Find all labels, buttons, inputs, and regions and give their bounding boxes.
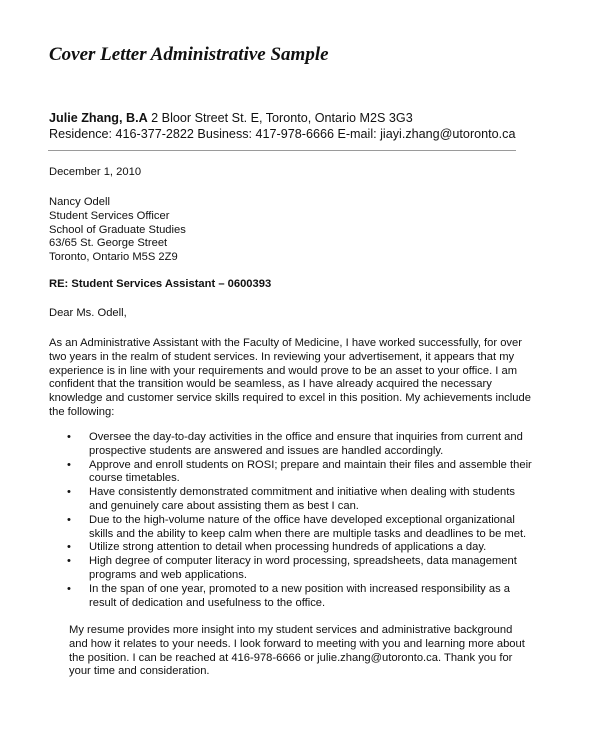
sender-name-address: [49, 111, 413, 125]
sender-name: Julie Zhang, B.A: [49, 111, 148, 125]
recipient-line: Nancy Odell: [49, 196, 110, 208]
list-item: • Utilize strong attention to detail when processing hundreds of applications a day.: [67, 541, 487, 554]
sender-address: 2 Bloor Street St. E, Toronto, Ontario M2S 3G3: [147, 111, 413, 125]
recipient-line: Toronto, Ontario M5S 2Z9: [49, 251, 178, 264]
closing-paragraph: [69, 624, 525, 679]
achievements-list: [49, 431, 569, 610]
recipient-line: 63/65 St. George Street: [49, 237, 168, 250]
paragraph-line: your time and consideration.: [69, 665, 210, 678]
recipient-line: Student Services Officer: [49, 209, 170, 222]
recipient-address: [49, 196, 186, 265]
paragraph-line: two years in the realm of student services. In reviewing your advertisement, it appears that my: [49, 350, 515, 363]
document-title: Cover Letter Administrative Sample: [49, 44, 329, 65]
paragraph-line: knowledge and customer service skills required to excel in this position. My achievements include: [49, 392, 531, 405]
intro-paragraph: [49, 337, 531, 420]
paragraph-line: the following:: [49, 405, 115, 418]
header-divider: [48, 150, 516, 151]
subject-line: RE: Student Services Assistant – 0600393: [49, 278, 272, 290]
sender-contact: Residence: 416-377-2822 Business: 417-978-6666 E-mail: jiayi.zhang@utoronto.ca: [49, 127, 516, 141]
list-item: • High degree of computer literacy in word processing, spreadsheets, data management programs and web applications.: [67, 555, 517, 581]
paragraph-line: experience is in line with your requirements and would prove to be an asset to your office. I am: [49, 364, 518, 377]
list-item: • Have consistently demonstrated commitment and initiative when dealing with students and genuinely care about assisting them as best I can.: [67, 486, 515, 512]
bullet-icon: •: [67, 582, 71, 595]
paragraph-line: the position. I can be reached at 416-978-6666 or julie.zhang@utoronto.ca. Thank you for: [69, 651, 513, 664]
bullet-icon: •: [67, 431, 71, 443]
salutation: Dear Ms. Odell,: [49, 307, 127, 319]
bullet-icon: •: [67, 541, 71, 554]
paragraph-line: confident that the transition would be seamless, as I have already acquired the necessary: [49, 378, 492, 391]
list-item: • In the span of one year, promoted to a new position with increased responsibility as a result of dedication and usefulness to the office.: [67, 582, 511, 609]
paragraph-line: As an Administrative Assistant with the Faculty of Medicine, I have worked successfully, for over: [49, 337, 522, 349]
bullet-icon: •: [67, 486, 71, 499]
list-item: • Approve and enroll students on ROSI; prepare and maintain their files and assemble their course timetables.: [67, 458, 532, 485]
recipient-line: School of Graduate Studies: [49, 223, 186, 236]
letter-date: December 1, 2010: [49, 166, 142, 178]
bullet-icon: •: [67, 555, 71, 568]
bullet-icon: •: [67, 513, 71, 526]
bullet-icon: •: [67, 458, 71, 471]
list-item: • Due to the high-volume nature of the office have developed exceptional organizational skills and the ability to keep calm when there are multiple tasks and deadlines to be met.: [67, 513, 527, 540]
paragraph-line: and how it relates to your needs. I look forward to meeting with you and learning more about: [69, 637, 525, 650]
paragraph-line: My resume provides more insight into my student services and administrative background: [69, 624, 513, 636]
list-item: • Oversee the day-to-day activities in the office and ensure that inquiries from current and prospective students are answered and issues are handled accordingly.: [67, 431, 523, 457]
